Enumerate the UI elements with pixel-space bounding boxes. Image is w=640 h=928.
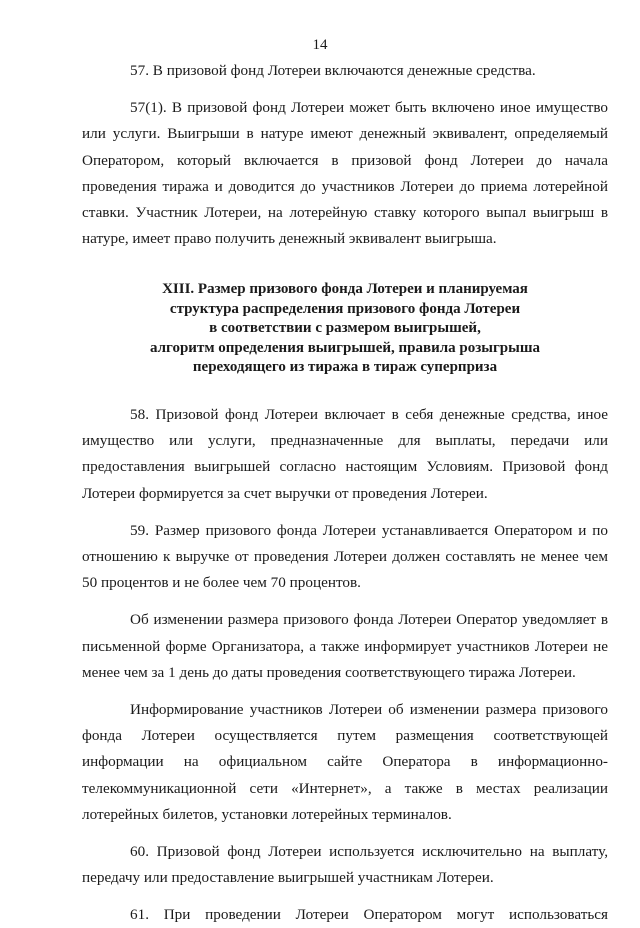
paragraph-57: 57. В призовой фонд Лотереи включаются денежные средства. (130, 62, 536, 79)
heading-line: алгоритм определения выигрышей, правила розыгрыша (149, 339, 540, 356)
paragraph-61: 61. При проведении Лотереи Оператором могут использоваться (130, 906, 608, 924)
paragraph-58: 58. Призовой фонд Лотереи включает в себя денежные средства, иное имущество или услуги, предназначенные для выплаты, передачи или предоставления выигрышей согласно настоящим Условиям. Призовой фонд Лотереи формируется за счет выручки от проведения Лотереи. (82, 405, 608, 502)
paragraph-59-informing: Информирование участников Лотереи об изменении размера призового фонда Лотереи осуществляется путем размещения соответствующей информации на официальном сайте Оператора в информационно-телекоммуникационной сети «Интернет», а также в местах реализации лотерейных билетов, установки лотерейных терминалов. (82, 700, 608, 823)
document-body (82, 58, 608, 928)
paragraph-57-1: 57(1). В призовой фонд Лотереи может быть включено иное имущество или услуги. Выигрыши в натуре имеют денежный эквивалент, определяемый Оператором, который включается в призовой фонд Лотереи до начала проведения тиража и доводится до участников Лотереи до приема лотерейной ставки. Участник Лотереи, на лотерейную ставку которого выпал выигрыш в натуре, имеет право получить денежный эквивалент выигрыша. (82, 99, 608, 248)
heading-line: структура распределения призового фонда Лотереи (169, 300, 521, 317)
page-number: 14 (312, 37, 328, 53)
paragraph-61-wrapper (82, 902, 608, 928)
paragraph-59: 59. Размер призового фонда Лотереи устанавливается Оператором и по отношению к выручке от проведения Лотереи должен составлять не менее чем 50 процентов и не более чем 70 процентов. (82, 521, 608, 592)
heading-line: в соответствии с размером выигрышей, (209, 320, 481, 337)
section-heading-xiii (82, 280, 608, 378)
paragraph-60: 60. Призовой фонд Лотереи используется исключительно на выплату, передачу или предоставление выигрышей участникам Лотереи. (82, 842, 608, 887)
heading-line: XIII. Размер призового фонда Лотереи и планируемая (162, 281, 528, 298)
paragraph-59-notice: Об изменении размера призового фонда Лотереи Оператор уведомляет в письменной форме Организатора, а также информирует участников Лотереи не менее чем за 1 день до даты проведения соответствующего тиража Лотереи. (82, 611, 608, 681)
heading-line: переходящего из тиража в тираж суперприза (192, 359, 498, 376)
